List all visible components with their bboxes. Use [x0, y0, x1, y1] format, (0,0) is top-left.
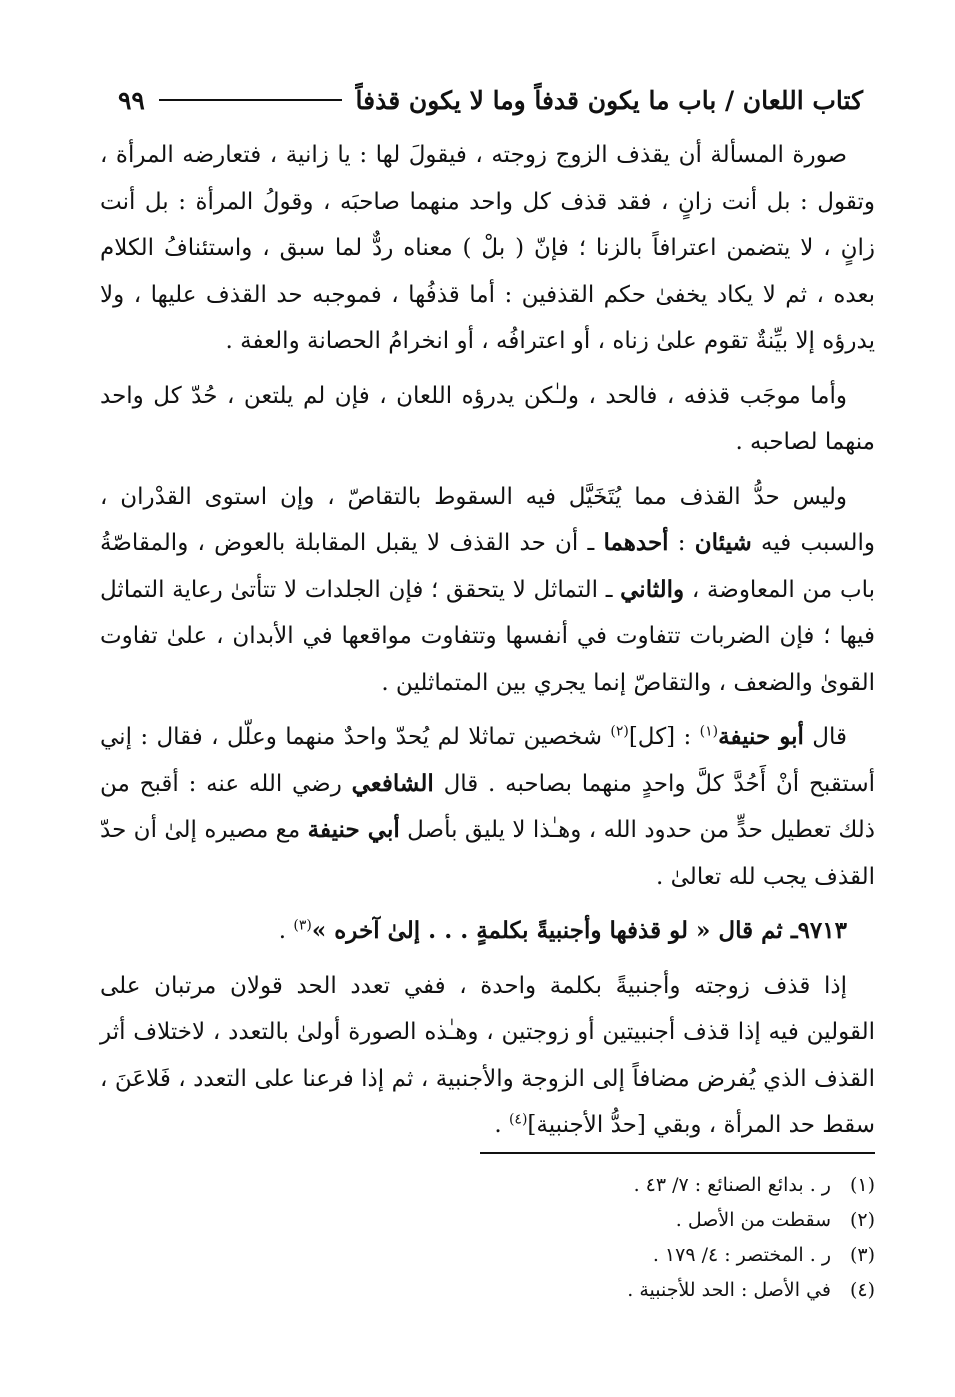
p4-text-a: قال — [803, 724, 848, 750]
p4-text-c: : [كل] — [628, 724, 700, 750]
header-title: كتاب اللعان / باب ما يكون قدفاً وما لا يكون قذفاً — [355, 85, 863, 115]
footnote-2 — [100, 1203, 875, 1238]
footnote-text: ر . المختصر : ٤/ ١٧٩ . — [652, 1244, 831, 1266]
p3-text-a: وليس حدُّ القذف مما يُتَخَيَّل فيه السقوط بالتقاصّ ، وإن استوى القدْران ، والسبب فيه — [100, 483, 876, 556]
footnotes — [100, 1168, 875, 1308]
footnote-number: (٤) — [849, 1279, 875, 1301]
paragraph-6 — [100, 963, 875, 1149]
p3-bold-second: والثاني — [620, 575, 685, 603]
footnote-number: (٣) — [849, 1244, 875, 1266]
footnote-4 — [100, 1273, 875, 1308]
p3-text-g: ـ التماثل لا يتحقق ؛ فإن الجلدات لا تتأتىٰ رعاية التماثل فيها ؛ فإن الضربات تتفاوت في أنفسها وتتفاوت مواقعها في الأبدان ، علىٰ تفاوت القوىٰ والضعف ، والتقاصّ إنما يجري بين المتماثلين . — [100, 576, 875, 696]
footnote-text: في الأصل : الحد للأجنبية . — [627, 1279, 831, 1301]
footnote-text: ر . بدائع الصنائع : ٧/ ٤٣ . — [633, 1174, 831, 1196]
footnote-number: (٢) — [849, 1209, 875, 1231]
p3-bold-two-things: شيئان — [694, 529, 752, 556]
p4-bold-shafii: الشافعي — [351, 769, 434, 797]
footnote-3 — [100, 1238, 875, 1273]
p3-text-e: ـ أن حد القذف لا يقبل المقابلة بالعوض ، والمقاصّةُ باب من المعاوضة ، — [100, 530, 875, 603]
page-number: ٩٩ — [118, 85, 145, 115]
header-rule — [159, 99, 342, 101]
running-header — [118, 80, 863, 120]
paragraph-4 — [100, 714, 875, 900]
footnote-ref-4[interactable]: (٤) — [508, 1111, 528, 1128]
footnote-number: (١) — [849, 1174, 875, 1196]
footnote-ref-2[interactable]: (٢) — [610, 723, 629, 740]
p6-text-b: . — [494, 1112, 509, 1138]
p4-text-d: شخصين تماثلا لم يُحدّ واحدٌ منهما وعلّل ، فقال : إني أستقبح أنْ أَحُدَّ كلَّ واحدٍ منهما بصاحبه . قال — [100, 724, 875, 797]
p4-bold-abu-hanifa: أبو حنيفة — [718, 723, 804, 750]
paragraph-1: صورة المسألة أن يقذف الزوج زوجته ، فيقولَ لها : يا زانية ، فتعارضه المرأة ، وتقول : بل أنت زانٍ ، فقد قذف كل واحد منهما صاحبَه ، وقولُ المرأة : بل أنت زانٍ ، لا يتضمن اعترافاً بالزنا ؛ فإنّ ( بلْ ) معناه ردٌّ لما سبق ، واستئنافُ الكلام بعده ، ثم لا يكاد يخفىٰ حكم القذفين : أما قذفُها ، فموجبه حد القذف عليها ، ولا يدرؤه إلا بيِّنةٌ تقوم علىٰ زناه ، أو اعترافُه ، أو انخرامُ الحصانة والعفة . — [100, 142, 875, 354]
paragraph-2: وأما موجَب قذفه ، فالحد ، ولـٰكن يدرؤه اللعان ، فإن لم يلتعن ، حُدّ كل واحد منهما لصاحبه . — [100, 382, 875, 455]
p3-bold-first: أحدهما — [603, 529, 669, 556]
p4-text-f: رضي الله عنه : أقبح من ذلك تعطيل حدٍّ من حدود الله ، وهـٰذا لا يليق بأصل — [100, 770, 876, 843]
p5-text-b: . — [278, 918, 294, 944]
paragraph-3 — [100, 474, 875, 707]
footnote-text: سقطت من الأصل . — [675, 1209, 831, 1231]
main-text — [100, 132, 875, 1149]
p6-text-a: إذا قذف زوجته وأجنبيةً بكلمة واحدة ، ففي تعدد الحد قولان مرتبان على القولين فيه إذا قذف أجنبيتين أو زوجتين ، وهـٰذه الصورة أولىٰ بالتعدد ، لاختلاف أثر القذف الذي يُفرض مضافاً إلى الزوجة والأجنبية ، ثم إذا فرعنا على التعدد ، فَلاعَنَ ، سقط حد المرأة ، وبقي [حدُّ الأجنبية] — [100, 972, 875, 1138]
p4-text-h: مع مصيره إلىٰ أن حدّ القذف يجب لله تعالىٰ . — [100, 817, 875, 890]
footnote-ref-1[interactable]: (١) — [699, 723, 719, 740]
footnote-separator — [480, 1152, 875, 1154]
footnote-ref-3[interactable]: (٣) — [293, 917, 312, 934]
footnote-1 — [100, 1168, 875, 1203]
paragraph-5-heading — [100, 908, 875, 955]
p3-text-c: : — [668, 530, 695, 556]
issue-heading: ٩٧١٣ـ ثم قال « لو قذفها وأجنبيةً بكلمةٍ . . . إلىٰ آخره » — [311, 917, 847, 944]
p4-bold-abi-hanifa: أبي حنيفة — [307, 816, 400, 843]
